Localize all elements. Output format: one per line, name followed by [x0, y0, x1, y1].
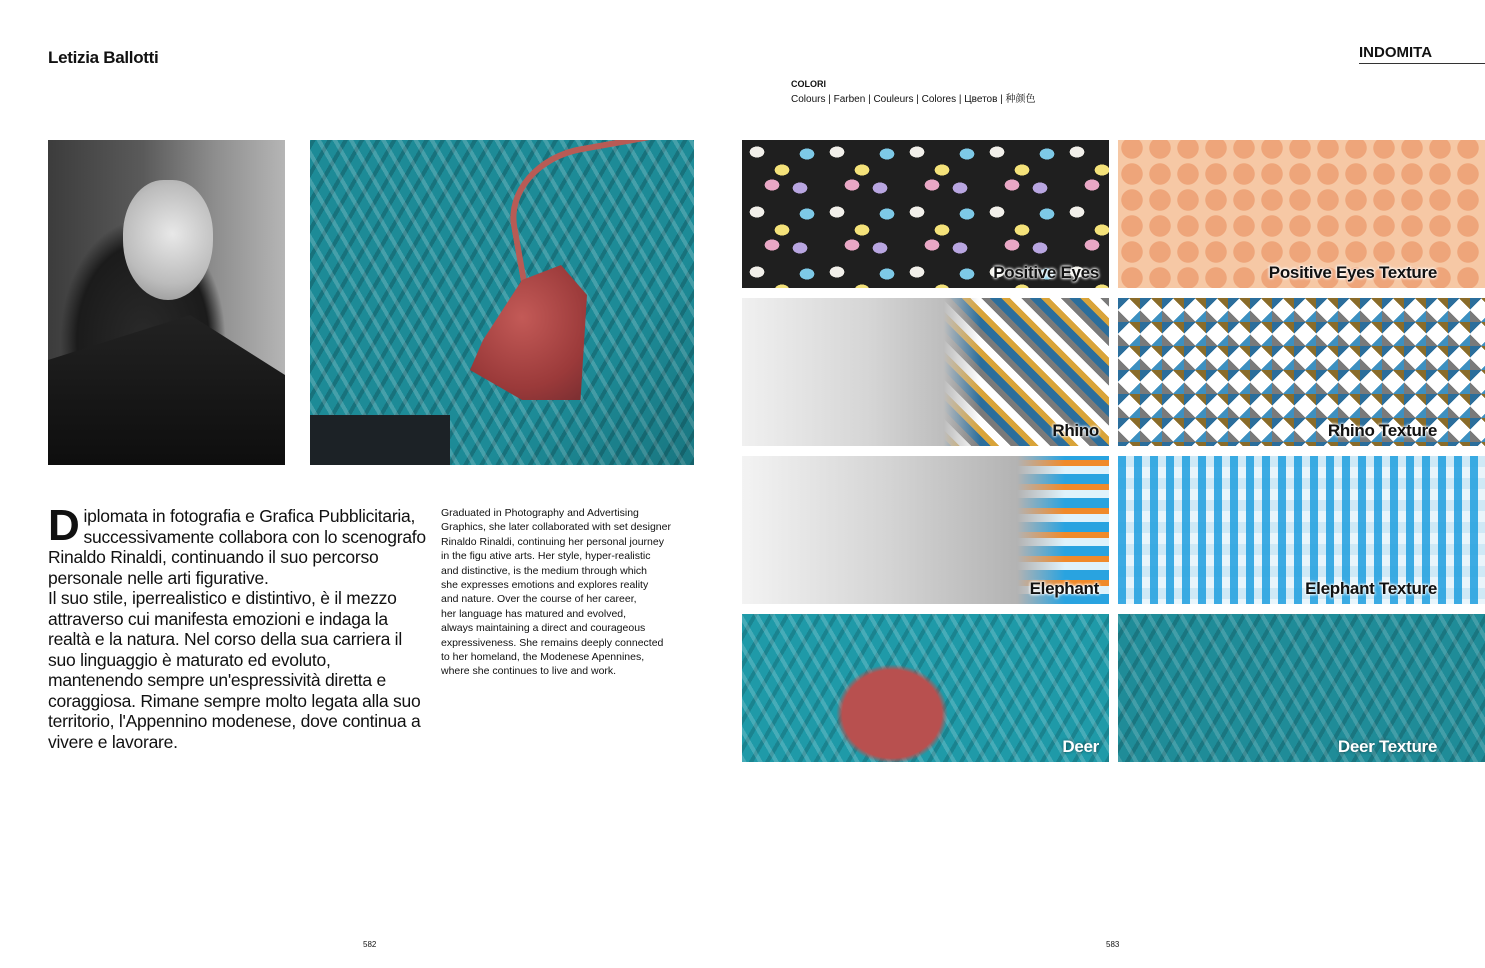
bio-english-line: and nature. Over the course of her career, [441, 593, 637, 606]
deer-wallpaper-photo [310, 140, 694, 465]
bio-english-line: she expresses emotions and explores reality [441, 579, 649, 592]
tile-label: Rhino [1052, 421, 1099, 440]
bio-italian-second: Il suo stile, iperrealistico e distintivo, è il mezzo attraverso cui manifesta emozioni e indaga la realtà e la natura. Nel corso della sua carriera il suo linguaggio è maturato ed evoluto, mantenendo sempre un'espressività diretta e coraggiosa. Rimane sempre molto legata alla suo territorio, l'Appennino modenese, dove continua a vivere e lavorare. [48, 588, 421, 752]
tile-label: Positive Eyes Texture [1268, 263, 1437, 282]
bio-english-line: Rinaldo Rinaldi, continuing her personal journey [441, 535, 664, 548]
tile-label: Deer Texture [1337, 737, 1437, 756]
artist-portrait-photo [48, 140, 285, 465]
tile-label: Deer [1062, 737, 1099, 756]
bio-english-line: Graduated in Photography and Advertising [441, 507, 639, 519]
tile-elephant-texture[interactable] [1118, 456, 1485, 604]
bio-english-line: Graphics, she later collaborated with set designer [441, 521, 671, 534]
tile-positive-eyes-texture[interactable] [1118, 140, 1485, 288]
tile-label: Rhino Texture [1327, 421, 1437, 440]
bio-english-line: in the figu ative arts. Her style, hyper-realistic [441, 550, 651, 563]
tile-deer-texture[interactable] [1118, 614, 1485, 762]
bio-italian [48, 501, 428, 752]
bio-english-line: expressiveness. She remains deeply connected [441, 636, 664, 649]
tile-label: Elephant Texture [1305, 579, 1437, 598]
drop-cap: D [48, 501, 80, 550]
tile-label: Positive Eyes [993, 263, 1099, 282]
tile-deer[interactable] [742, 614, 1109, 762]
tile-rhino-texture[interactable] [1118, 298, 1485, 446]
bio-english-line: always maintaining a direct and courageous [441, 622, 646, 635]
colors-languages: Colours | Farben | Couleurs | Colores | Цветов | 种颜色 [791, 94, 1036, 105]
bio-english-line: her language has matured and evolved, [441, 607, 627, 620]
tile-label: Elephant [1029, 579, 1099, 598]
page-number-left: 582 [363, 940, 377, 949]
bio-english-line: to her homeland, the Modenese Apennines, [441, 651, 645, 664]
bio-english-line: where she continues to live and work. [441, 665, 617, 678]
tile-rhino[interactable] [742, 298, 1109, 446]
page-number-right: 583 [1106, 940, 1120, 949]
brand-title: INDOMITA [1359, 44, 1485, 64]
bio-english [441, 506, 696, 679]
tile-positive-eyes[interactable] [742, 140, 1109, 288]
bio-italian-first: iplomata in fotografia e Grafica Pubblicitaria, successivamente collabora con lo scenografo Rinaldo Rinaldi, continuando il suo percorso personale nelle arti figurative. [48, 506, 426, 588]
bio-english-line: and distinctive, is the medium through which [441, 564, 648, 577]
author-name: Letizia Ballotti [48, 48, 159, 67]
colors-heading: COLORI [791, 79, 826, 89]
tile-elephant[interactable] [742, 456, 1109, 604]
